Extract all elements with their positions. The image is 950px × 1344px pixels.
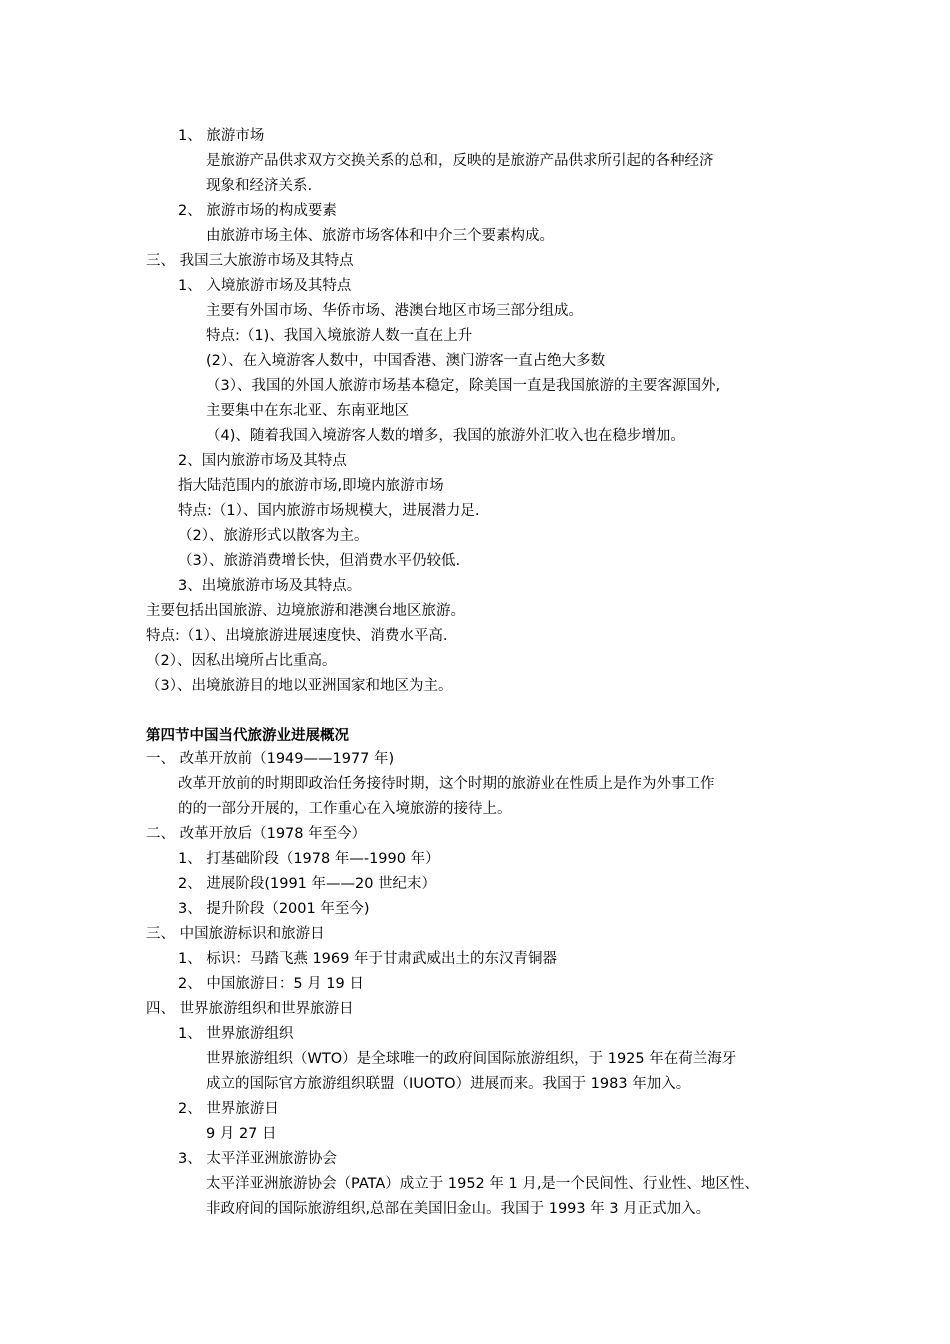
list-item: 2、国内旅游市场及其特点: [178, 453, 347, 469]
paragraph-line: 现象和经济关系.: [206, 178, 313, 194]
paragraph-line: (2）、在入境游客人数中，中国香港、澳门游客一直占绝大多数: [206, 353, 606, 369]
paragraph-line: 改革开放前的时期即政治任务接待时期，这个时期的旅游业在性质上是作为外事工作: [178, 776, 715, 792]
list-item: 2、 中国旅游日：5 月 19 日: [178, 976, 364, 992]
paragraph-line: 由旅游市场主体、旅游市场客体和中介三个要素构成。: [206, 228, 554, 244]
paragraph-line: 成立的国际官方旅游组织联盟（IUOTO）进展而来。我国于 1983 年加入。: [206, 1076, 691, 1092]
paragraph-line: 特点:（1）、国内旅游市场规模大，进展潜力足.: [178, 503, 480, 519]
section-heading: 二、 改革开放后（1978 年至今）: [146, 826, 367, 842]
list-item: 2、 世界旅游日: [178, 1101, 279, 1117]
paragraph-line: 是旅游产品供求双方交换关系的总和，反映的是旅游产品供求所引起的各种经济: [206, 153, 714, 169]
section-heading: 三、 我国三大旅游市场及其特点: [146, 253, 354, 269]
paragraph-line: 特点:（1)、我国入境旅游人数一直在上升: [206, 328, 473, 344]
chapter-heading: 第四节中国当代旅游业进展概况: [146, 728, 349, 744]
paragraph-line: 的的一部分开展的，工作重心在入境旅游的接待上。: [178, 801, 512, 817]
paragraph-line: （2）、因私出境所占比重高。: [146, 653, 337, 669]
list-item: 1、 世界旅游组织: [178, 1026, 294, 1042]
list-item: 3、 提升阶段（2001 年至今): [178, 901, 370, 917]
section-heading: 一、 改革开放前（1949——1977 年): [146, 751, 395, 767]
paragraph-line: 非政府间的国际旅游组织,总部在美国旧金山。我国于 1993 年 3 月正式加入。: [206, 1201, 711, 1217]
list-item: 1、 入境旅游市场及其特点: [178, 278, 352, 294]
section-heading: 三、 中国旅游标识和旅游日: [146, 926, 325, 942]
section-heading: 四、 世界旅游组织和世界旅游日: [146, 1001, 354, 1017]
paragraph-line: 太平洋亚洲旅游协会（PATA）成立于 1952 年 1 月,是一个民间性、行业性、地区性、: [206, 1176, 759, 1192]
paragraph-line: 9 月 27 日: [206, 1126, 277, 1142]
list-item: 1、 旅游市场: [178, 128, 265, 144]
paragraph-line: （3）、我国的外国人旅游市场基本稳定，除美国一直是我国旅游的主要客源国外,: [206, 378, 721, 394]
paragraph-line: 主要集中在东北亚、东南亚地区: [206, 403, 409, 419]
paragraph-line: 世界旅游组织（WTO）是全球唯一的政府间国际旅游组织，于 1925 年在荷兰海牙: [206, 1051, 737, 1067]
paragraph-line: （2）、旅游形式以散客为主。: [178, 528, 369, 544]
list-item: 2、 进展阶段(1991 年——20 世纪末）: [178, 876, 437, 892]
paragraph-line: 特点:（1）、出境旅游进展速度快、消费水平高.: [146, 628, 448, 644]
list-item: 3、 太平洋亚洲旅游协会: [178, 1151, 337, 1167]
paragraph-line: 主要包括出国旅游、边境旅游和港澳台地区旅游。: [146, 603, 465, 619]
list-item: 2、 旅游市场的构成要素: [178, 203, 337, 219]
paragraph-line: （3）、出境旅游目的地以亚洲国家和地区为主。: [146, 678, 453, 694]
paragraph-line: 指大陆范围内的旅游市场,即境内旅游市场: [178, 478, 444, 494]
list-item: 1、 标识：马踏飞燕 1969 年于甘肃武威出土的东汉青铜器: [178, 951, 557, 967]
list-item: 3、出境旅游市场及其特点。: [178, 578, 362, 594]
list-item: 1、 打基础阶段（1978 年—-1990 年）: [178, 851, 440, 867]
paragraph-line: （3）、旅游消费增长快，但消费水平仍较低.: [178, 553, 461, 569]
paragraph-line: 主要有外国市场、华侨市场、港澳台地区市场三部分组成。: [206, 303, 583, 319]
paragraph-line: （4)、随着我国入境游客人数的增多，我国的旅游外汇收入也在稳步增加。: [206, 428, 685, 444]
